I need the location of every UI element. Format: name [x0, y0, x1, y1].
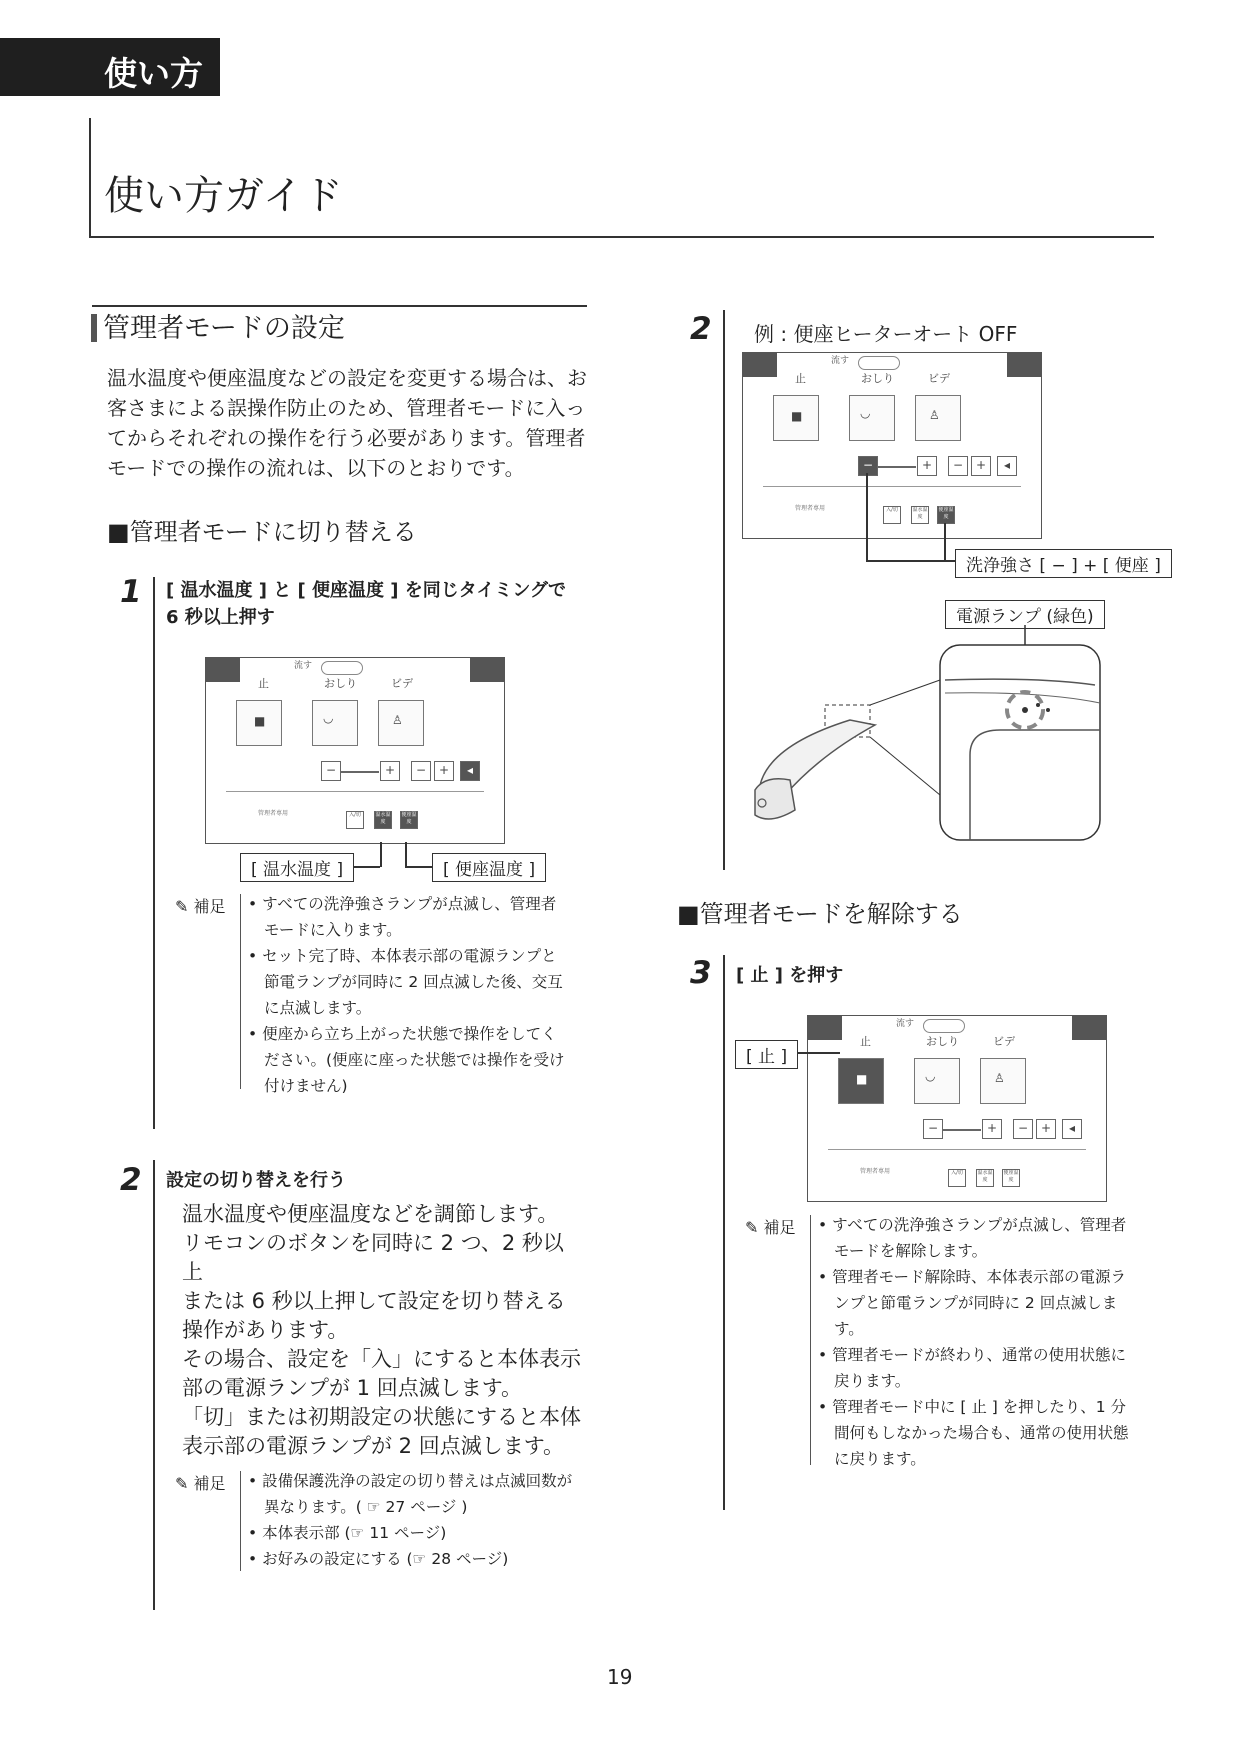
stop-button[interactable] — [236, 700, 282, 746]
step2-number: 2 — [120, 1162, 142, 1198]
step3-rule — [723, 955, 725, 1510]
pencil-icon: ✎ — [175, 1474, 194, 1493]
spray-bar — [878, 466, 916, 468]
onoff-button[interactable]: 入/切 — [948, 1169, 966, 1187]
note-list-step3 — [818, 1212, 1138, 1472]
stop-button[interactable] — [773, 395, 819, 441]
section-marker — [91, 314, 97, 342]
spray-plus-button[interactable]: + — [917, 456, 937, 476]
vol-plus-button[interactable]: + — [434, 761, 454, 781]
step2-line: 部の電源ランプが 1 回点滅します。 — [182, 1376, 523, 1400]
page-title: 使い方ガイド — [104, 173, 343, 219]
spray-bar — [341, 771, 379, 773]
shower-button[interactable] — [849, 395, 895, 441]
vol-minus-button[interactable]: − — [948, 456, 968, 476]
shower-label: おしり — [926, 1035, 959, 1048]
shower-button[interactable] — [312, 700, 358, 746]
step2-line: その場合、設定を「入」にすると本体表示 — [182, 1347, 581, 1371]
onoff-button[interactable]: 入/切 — [883, 506, 901, 524]
flush-label: 流す — [831, 356, 850, 366]
pencil-icon: ✎ — [745, 1218, 764, 1237]
callout-stop: [ 止 ] — [735, 1040, 798, 1069]
step2-line: 「切」または初期設定の状態にすると本体 — [182, 1405, 581, 1429]
seat-temp-button[interactable]: 便座温度 — [1002, 1169, 1020, 1187]
section-title: 管理者モードの設定 — [103, 313, 345, 344]
vol-plus-button[interactable]: + — [971, 456, 991, 476]
note-item: • すべての洗浄強さランプが点滅し、管理者モードを解除します。 — [818, 1216, 1127, 1260]
spray-minus-button[interactable]: − — [858, 456, 878, 476]
toilet-lamp-illustration — [740, 625, 1140, 845]
step2-line: 表示部の電源ランプが 2 回点滅します。 — [182, 1434, 565, 1458]
onoff-button[interactable]: 入/切 — [346, 811, 364, 829]
step2-line: リモコンのボタンを同時に 2 つ、2 秒以上 — [182, 1231, 564, 1284]
admin-label: 管理者専用 — [258, 810, 289, 817]
bidet-icon: ♙ — [994, 1071, 1005, 1085]
spray-minus-button[interactable]: − — [321, 761, 341, 781]
callout-water-temp: [ 温水温度 ] — [240, 853, 354, 882]
note-item: • 管理者モード中に [ 止 ] を押したり、1 分間何もしなかった場合も、通常の使用状態に戻ります。 — [818, 1398, 1129, 1468]
note-list-step1 — [248, 891, 568, 1099]
note-item: • すべての洗浄強さランプが点滅し、管理者モードに入ります。 — [248, 895, 557, 939]
seat-temp-button[interactable]: 便座温度 — [937, 506, 955, 524]
section-intro: 温水温度や便座温度などの設定を変更する場合は、お客さまによる誤操作防止のため、管理者モードに入ってからそれぞれの操作を行う必要があります。管理者モードでの操作の流れは、以下のとおりです。 — [107, 366, 587, 480]
flush-button[interactable] — [858, 356, 900, 370]
spray-minus-button[interactable]: − — [923, 1119, 943, 1139]
note-label-text: 補足 — [193, 1474, 226, 1493]
pencil-icon: ✎ — [175, 897, 194, 916]
right-step2-number: 2 — [690, 311, 712, 347]
step2-line: 温水温度や便座温度などを調節します。 — [182, 1202, 559, 1226]
note-label-step3 — [745, 1215, 796, 1238]
note-item: • お好みの設定にする (☞ 28 ページ) — [248, 1550, 509, 1568]
note-label-text: 補足 — [193, 897, 226, 916]
seat-temp-button[interactable]: 便座温度 — [400, 811, 418, 829]
flush-button[interactable] — [321, 661, 363, 675]
remote-corner-right — [1072, 1016, 1106, 1040]
bidet-label: ビデ — [993, 1035, 1015, 1048]
remote-divider — [226, 791, 484, 792]
flush-label: 流す — [294, 661, 313, 671]
sound-button[interactable]: ◂ — [1062, 1119, 1082, 1139]
remote-corner-left — [206, 658, 240, 682]
callout-line-water — [380, 842, 382, 867]
callout-line-spray — [866, 473, 868, 561]
step2-line: 操作があります。 — [182, 1318, 349, 1342]
note-item: • 設備保護洗浄の設定の切り替えは点滅回数が異なります。( ☞ 27 ページ ) — [248, 1472, 573, 1516]
step3-number: 3 — [690, 955, 712, 991]
spray-bar — [943, 1129, 981, 1131]
callout-power-lamp: 電源ランプ (緑色) — [945, 600, 1105, 629]
step1-title: [ 温水温度 ] と [ 便座温度 ] を同じタイミングで 6 秒以上押す — [166, 580, 567, 628]
title-rule-vertical — [89, 118, 91, 238]
step3-title: [ 止 ] を押す — [736, 965, 844, 986]
shower-icon: ◡ — [925, 1069, 936, 1083]
note-label-text: 補足 — [763, 1218, 796, 1237]
vol-minus-button[interactable]: − — [411, 761, 431, 781]
note-separator-step1 — [240, 894, 241, 1089]
shower-button[interactable] — [914, 1058, 960, 1104]
admin-label: 管理者専用 — [860, 1168, 891, 1175]
water-temp-button[interactable]: 温水温度 — [911, 506, 929, 524]
callout-spray-seat: 洗浄強さ [ − ] + [ 便座 ] — [955, 549, 1172, 578]
note-list-step2 — [248, 1468, 578, 1572]
note-label-step2 — [175, 1471, 226, 1494]
note-item: • セット完了時、本体表示部の電源ランプと節電ランプが同時に 2 回点滅した後、交互に点滅します。 — [248, 947, 563, 1017]
remote-corner-left — [808, 1016, 842, 1040]
section-rule — [92, 305, 587, 307]
water-temp-button[interactable]: 温水温度 — [374, 811, 392, 829]
shower-label: おしり — [324, 677, 357, 690]
chapter-tab-label: 使い方 — [104, 54, 203, 93]
remote-divider — [828, 1149, 1086, 1150]
remote-divider — [763, 486, 1021, 487]
shower-label: おしり — [861, 372, 894, 385]
shower-icon: ◡ — [860, 406, 871, 420]
note-item: • 管理者モードが終わり、通常の使用状態に戻ります。 — [818, 1346, 1126, 1390]
flush-label: 流す — [896, 1019, 915, 1029]
subsection-title-switch: ■管理者モードに切り替える — [107, 518, 417, 546]
water-temp-button[interactable]: 温水温度 — [976, 1169, 994, 1187]
shower-icon: ◡ — [323, 711, 334, 725]
step2-rule — [153, 1160, 155, 1610]
title-rule-horizontal — [89, 236, 1154, 238]
vol-minus-button[interactable]: − — [1013, 1119, 1033, 1139]
step2-line: または 6 秒以上押して設定を切り替える — [182, 1289, 566, 1313]
bidet-icon: ♙ — [392, 713, 403, 727]
callout-line-spray-h — [866, 560, 956, 562]
right-step2-rule — [723, 310, 725, 870]
bidet-button[interactable] — [378, 700, 424, 746]
flush-button[interactable] — [923, 1019, 965, 1033]
callout-seat-temp: [ 便座温度 ] — [432, 853, 546, 882]
callout-line-seat2 — [944, 523, 946, 561]
stop-icon: ■ — [791, 409, 803, 423]
note-label-step1 — [175, 894, 226, 917]
note-item: • 本体表示部 (☞ 11 ページ) — [248, 1524, 447, 1542]
callout-line-seat-h — [405, 866, 433, 868]
admin-label: 管理者専用 — [795, 505, 826, 512]
step2-title: 設定の切り替えを行う — [166, 1170, 346, 1191]
bidet-label: ビデ — [928, 372, 950, 385]
stop-button[interactable] — [838, 1058, 884, 1104]
sound-button[interactable]: ◂ — [460, 761, 480, 781]
bidet-button[interactable] — [915, 395, 961, 441]
chapter-tab — [0, 38, 220, 96]
remote-corner-right — [470, 658, 504, 682]
stop-label: 止 — [795, 372, 806, 385]
remote-panel-step1 — [205, 657, 505, 844]
spray-plus-button[interactable]: + — [380, 761, 400, 781]
stop-icon: ■ — [856, 1072, 868, 1086]
callout-line-water-h — [352, 866, 380, 868]
stop-icon: ■ — [254, 714, 266, 728]
remote-corner-left — [743, 353, 777, 377]
note-item: • 便座から立ち上がった状態で操作をしてください。(便座に座った状態では操作を受け付けません) — [248, 1025, 565, 1095]
note-separator-step2 — [240, 1471, 241, 1571]
step2-body — [182, 1200, 582, 1461]
page-number: 19 — [607, 1665, 633, 1689]
note-separator-step3 — [810, 1215, 811, 1465]
remote-corner-right — [1007, 353, 1041, 377]
right-step2-example: 例 : 便座ヒーターオート OFF — [754, 322, 1018, 346]
note-item: • 管理者モード解除時、本体表示部の電源ランプと節電ランプが同時に 2 回点滅します。 — [818, 1268, 1126, 1338]
remote-panel-step3 — [807, 1015, 1107, 1202]
spray-plus-button[interactable]: + — [982, 1119, 1002, 1139]
subsection-title-release: ■管理者モードを解除する — [677, 900, 963, 928]
bidet-button[interactable] — [980, 1058, 1026, 1104]
sound-button[interactable]: ◂ — [997, 456, 1017, 476]
callout-line-seat — [405, 842, 407, 867]
step1-rule — [153, 577, 155, 1129]
remote-panel-step2 — [742, 352, 1042, 539]
vol-plus-button[interactable]: + — [1036, 1119, 1056, 1139]
bidet-icon: ♙ — [929, 408, 940, 422]
stop-label: 止 — [258, 677, 269, 690]
bidet-label: ビデ — [391, 677, 413, 690]
stop-label: 止 — [860, 1035, 871, 1048]
step1-number: 1 — [120, 574, 142, 610]
